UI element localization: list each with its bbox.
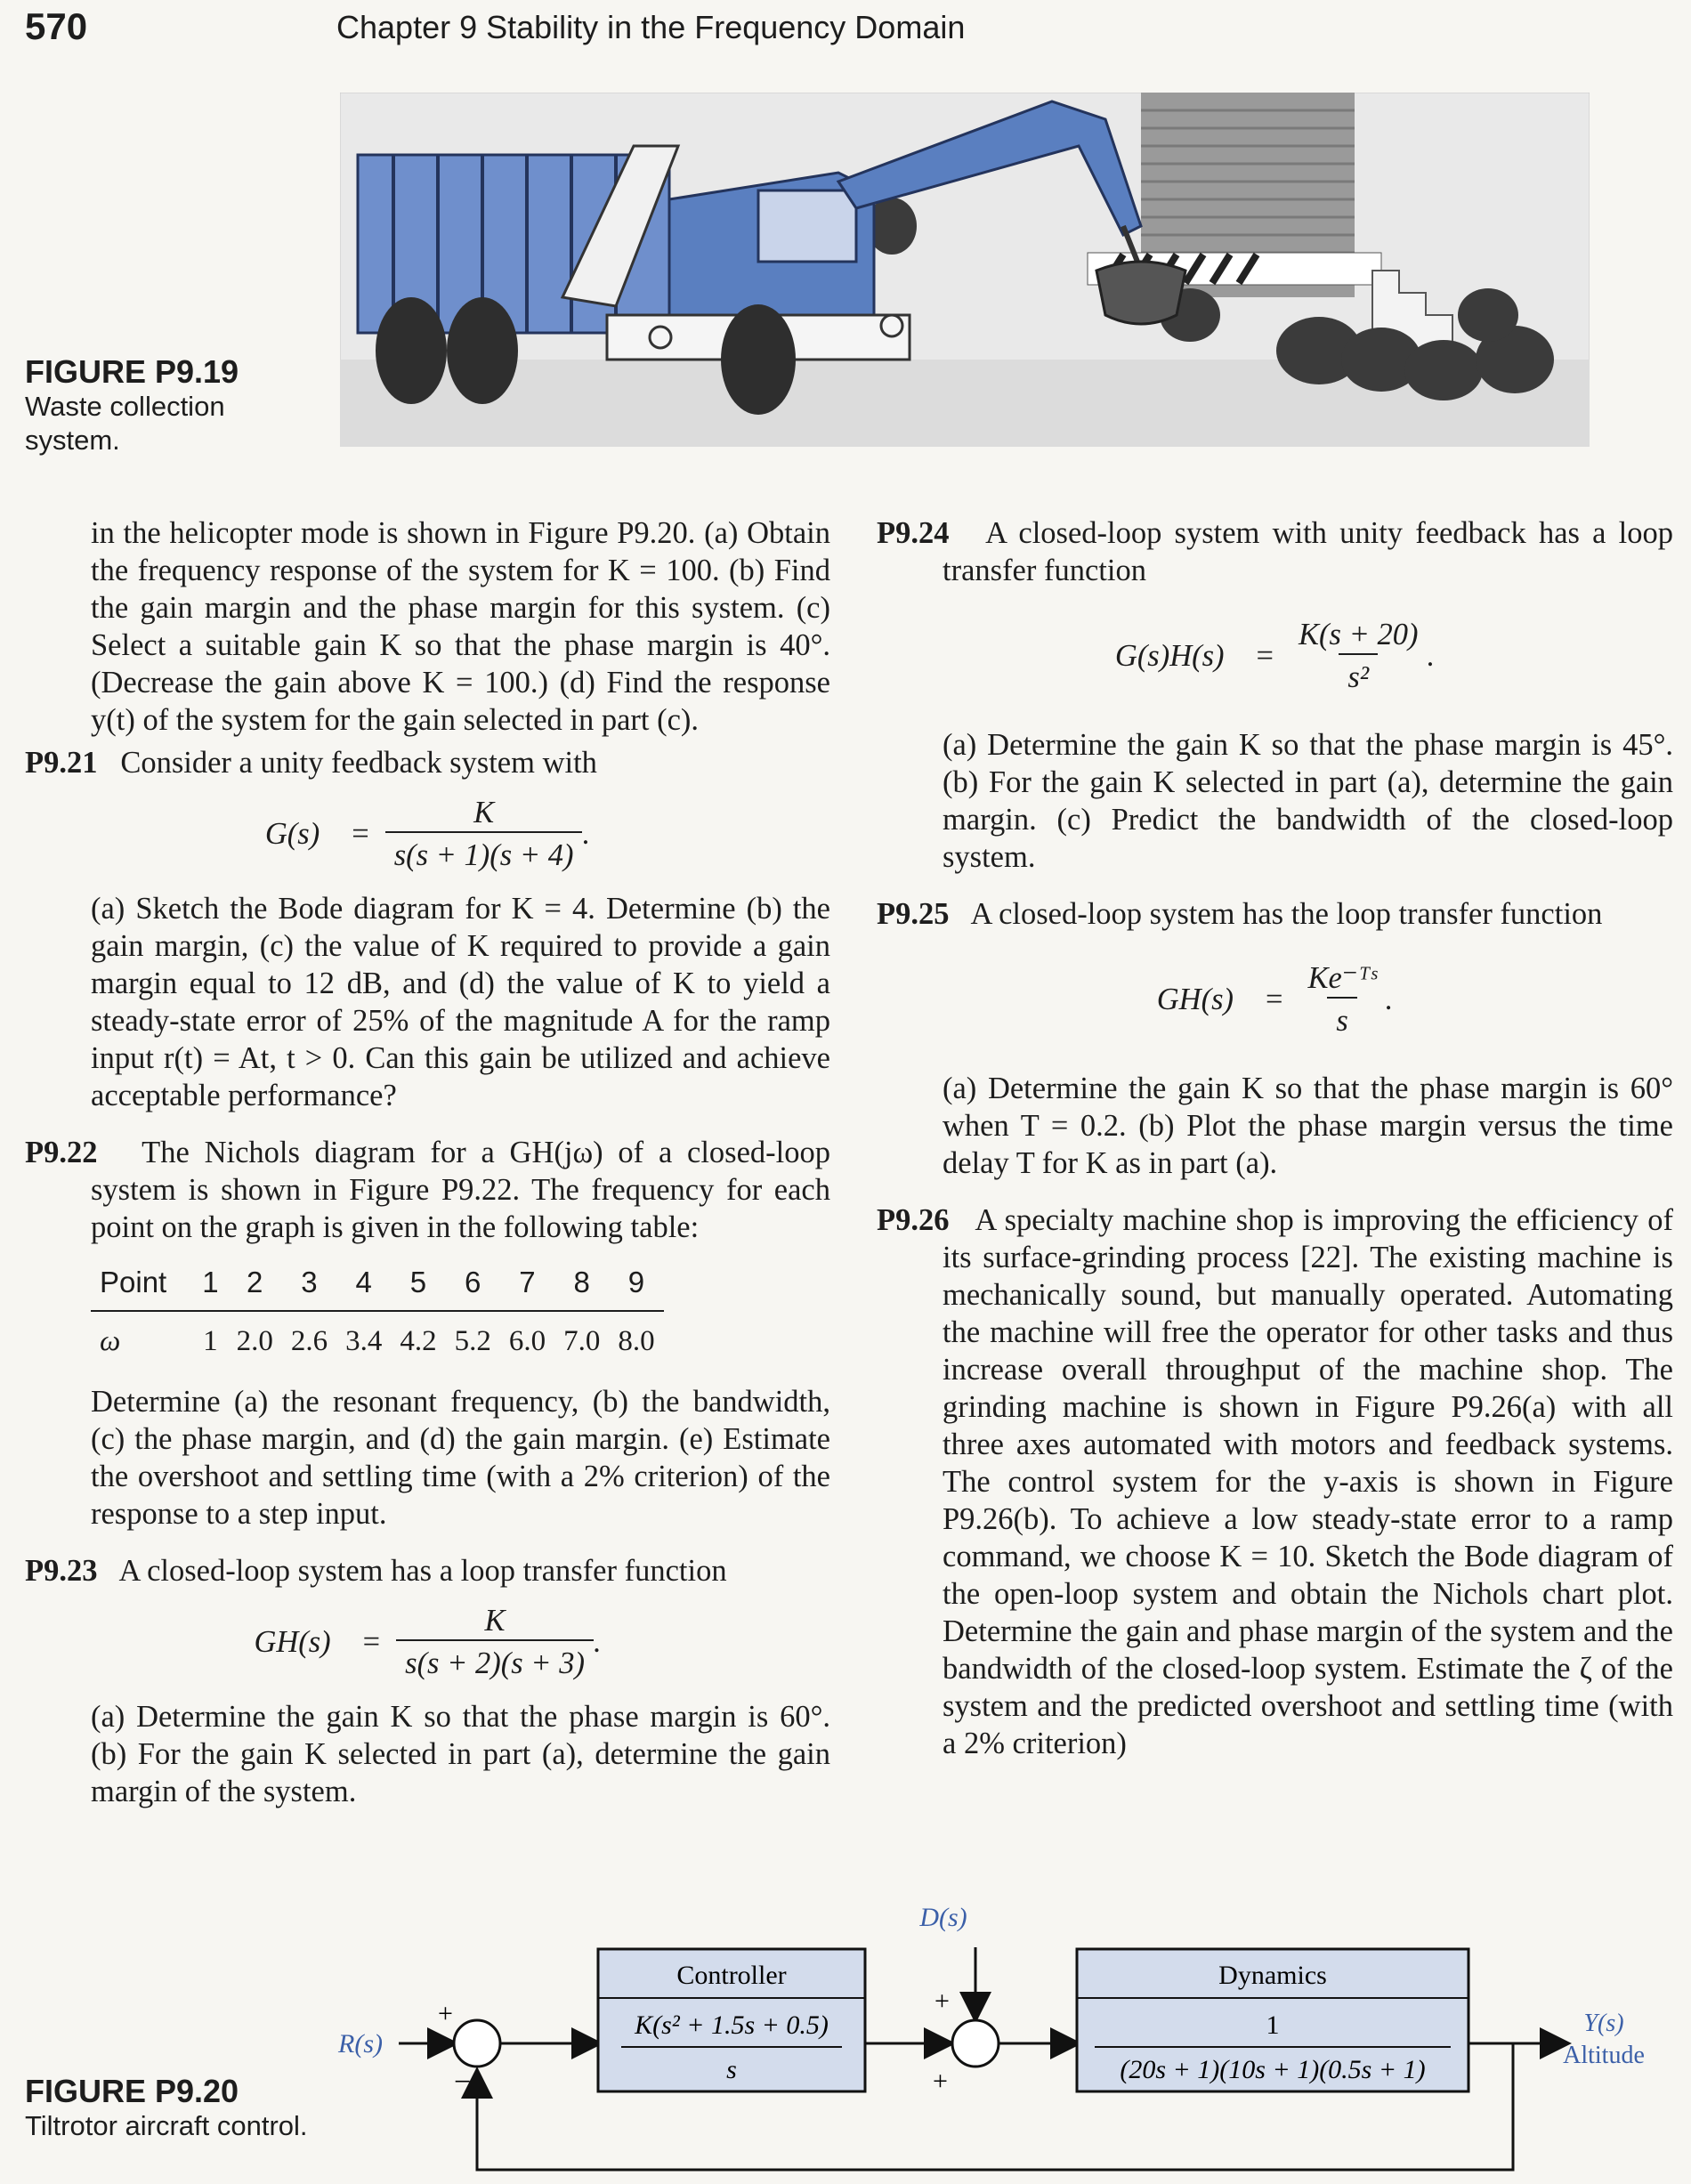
p9-20-continuation: in the helicopter mode is shown in Figure P9.20. (a) Obtain the frequency response of the system for K = 100. (b) Find the gain margin and the phase margin for this system. (c) Select a suitable gain K so that the phase margin is 40°. (Decrease the gain above K = 100.) (d) Find the response y(t) of the system for the gain selected in part (c). bbox=[91, 516, 830, 737]
problem-text: A specialty machine shop is improving the efficiency of its surface-grinding process [22]. The existing machine is mechanically sound, but manually operated. Automating the machine will free the operator for other tasks and thus increase overall throughput of the machine shop. The grinding machine is shown in Figure P9.26(a) with all three axes automated with motors and feedback systems. The control system for the y-axis is shown in Figure P9.26(b). To achieve a low steady-state error to a ramp command, we choose K = 10. Sketch the Bode diagram of the open-loop system and obtain the Nichols chart plot. Determine the gain and phase margin of the system and the bandwidth of the closed-loop system. Estimate the ζ of the system and the predicted overshoot and settling time (with a 2% criterion) bbox=[943, 1203, 1673, 1760]
problem-p9-22-body: Determine (a) the resonant frequency, (b) the bandwidth, (c) the phase margin, and (d) the gain margin. (e) Estimate the overshoot and settling time (with a 2% criterion) of the response to a step input. bbox=[91, 1385, 830, 1531]
problem-number: P9.25 bbox=[877, 897, 950, 931]
problem-p9-21-body: (a) Sketch the Bode diagram for K = 4. Determine (b) the gain margin, (c) the value of K required to provide a gain margin equal to 12 dB, and (d) the value of K to yield a steady-state error of 25% of the magnitude A for the ramp input r(t) = At, t > 0. Can this gain be utilized and achieve acceptable performance? bbox=[91, 892, 830, 1112]
equation-p9-25: GH(s) = $\frac{\text{Ke⁻ᵀˢ}}{s}$ . bbox=[1156, 961, 1394, 1038]
dynamics-title: Dynamics bbox=[1218, 1961, 1327, 1990]
equation-denominator: s(s + 2)(s + 3) bbox=[396, 1639, 594, 1682]
problem-text: Consider a unity feedback system with bbox=[120, 746, 597, 780]
table-cell: 2.6 bbox=[290, 1325, 328, 1357]
table-cell: 2 bbox=[228, 1260, 282, 1311]
figure-p9-20-caption bbox=[25, 2074, 319, 2143]
equation-lhs: G(s) bbox=[264, 817, 320, 851]
equation-numerator: K(s + 20) bbox=[1299, 618, 1419, 651]
figure-label: FIGURE P9.20 bbox=[25, 2073, 239, 2109]
equation-denominator: s(s + 1)(s + 4) bbox=[385, 831, 583, 874]
controller-numerator: K(s² + 1.5s + 0.5) bbox=[635, 2010, 829, 2040]
chapter-title: Chapter 9 Stability in the Frequency Domain bbox=[336, 9, 966, 45]
problem-p9-23-body: (a) Determine the gain K so that the phase margin is 60°. (b) For the gain K selected in part (a), determine the gain margin of the system. bbox=[91, 1700, 830, 1808]
problem-p9-25-body: (a) Determine the gain K so that the phase margin is 60° when T = 0.2. (b) Plot the phase margin versus the time delay T for K as in part (a). bbox=[943, 1072, 1673, 1180]
equation-denominator: s² bbox=[1339, 653, 1378, 696]
table-cell: ω bbox=[100, 1325, 121, 1357]
left-column bbox=[25, 514, 830, 1810]
frequency-table bbox=[91, 1260, 664, 1363]
figure-label: FIGURE P9.19 bbox=[25, 353, 239, 390]
plus-sign: + bbox=[933, 2067, 948, 2096]
problem-number: P9.23 bbox=[25, 1554, 98, 1588]
summing-junction-1 bbox=[454, 2020, 500, 2067]
equation-numerator: K bbox=[484, 1604, 506, 1638]
output-label: Y(s) bbox=[1583, 2010, 1624, 2037]
problem-number: P9.21 bbox=[25, 746, 98, 780]
controller-title: Controller bbox=[676, 1961, 787, 1990]
dynamics-numerator: 1 bbox=[1266, 2010, 1280, 2040]
disturbance-label: D(s) bbox=[919, 1903, 967, 1932]
page-number: 570 bbox=[25, 5, 88, 47]
table-cell: Point bbox=[91, 1260, 193, 1311]
table-row bbox=[91, 1260, 664, 1311]
plus-sign: + bbox=[934, 1986, 950, 2016]
problem-text: A closed-loop system with unity feedback has a loop transfer function bbox=[943, 516, 1673, 587]
problem-p9-24-intro bbox=[877, 514, 1673, 589]
table-cell: 9 bbox=[609, 1260, 663, 1311]
problem-p9-26 bbox=[877, 1201, 1673, 1762]
equation-lhs: GH(s) bbox=[254, 1625, 331, 1659]
problem-text: A closed-loop system has the loop transfer function bbox=[970, 897, 1603, 931]
equation-numerator: K bbox=[473, 796, 495, 829]
table-row bbox=[91, 1311, 664, 1363]
figure-p9-19-caption bbox=[25, 354, 319, 457]
controller-denominator: s bbox=[726, 2055, 737, 2084]
problem-text: The Nichols diagram for a GH(jω) of a closed-loop system is shown in Figure P9.22. The frequency for each point on the graph is given in the following table: bbox=[91, 1136, 830, 1244]
equation-p9-23: GH(s) = $\frac{K}{s(s + 2)(s + 3)}$ . bbox=[254, 1604, 602, 1680]
tiltrotor-block-diagram bbox=[320, 1896, 1691, 2184]
equation-lhs: GH(s) bbox=[1156, 983, 1234, 1016]
table-cell: 4 bbox=[336, 1260, 391, 1311]
equation-p9-21: G(s) = $\frac{K}{s(s + 1)(s + 4)}$ . bbox=[264, 796, 591, 872]
right-column bbox=[877, 514, 1673, 1762]
table-cell: 6 bbox=[446, 1260, 500, 1311]
equation-denominator: s bbox=[1327, 997, 1356, 1039]
table-cell: 4.2 bbox=[400, 1325, 437, 1357]
table-cell: 1 bbox=[193, 1260, 227, 1311]
table-cell: 7.0 bbox=[563, 1325, 601, 1357]
problem-p9-24-body: (a) Determine the gain K so that the phase margin is 45°. (b) For the gain K selected in part (a), determine the gain margin. (c) Predict the bandwidth of the closed-loop system. bbox=[943, 728, 1673, 874]
plus-sign: + bbox=[438, 1999, 453, 2028]
table-cell: 1 bbox=[203, 1325, 218, 1357]
problem-p9-25-intro bbox=[877, 895, 1673, 933]
problem-text: A closed-loop system has a loop transfer function bbox=[118, 1554, 727, 1588]
table-cell: 5 bbox=[391, 1260, 445, 1311]
table-cell: 3.4 bbox=[345, 1325, 383, 1357]
minus-sign: − bbox=[454, 2066, 472, 2099]
table-cell: 8 bbox=[554, 1260, 609, 1311]
table-cell: 5.2 bbox=[454, 1325, 491, 1357]
figure-caption-text: Waste collection system. bbox=[25, 391, 225, 456]
table-cell: 8.0 bbox=[618, 1325, 655, 1357]
problem-p9-22-intro bbox=[25, 1134, 830, 1246]
dynamics-denominator: (20s + 1)(10s + 1)(0.5s + 1) bbox=[1120, 2055, 1426, 2084]
waste-collection-illustration bbox=[340, 93, 1590, 447]
table-cell: 7 bbox=[500, 1260, 554, 1311]
problem-number: P9.26 bbox=[877, 1203, 950, 1237]
table-cell: 6.0 bbox=[508, 1325, 546, 1357]
problem-number: P9.22 bbox=[25, 1136, 98, 1169]
equation-numerator: Ke⁻ᵀˢ bbox=[1307, 961, 1377, 995]
output-name: Altitude bbox=[1563, 2042, 1645, 2069]
equation-p9-24: G(s)H(s) = $\frac{K(s + 20)}{\text{s²}}$ . bbox=[1114, 618, 1436, 694]
problem-p9-23-intro bbox=[25, 1552, 830, 1589]
input-label: R(s) bbox=[338, 2029, 383, 2059]
table-cell: 3 bbox=[282, 1260, 336, 1311]
problem-p9-21-intro bbox=[25, 744, 830, 781]
summing-junction-2 bbox=[952, 2020, 999, 2067]
problem-number: P9.24 bbox=[877, 516, 950, 550]
table-cell: 2.0 bbox=[236, 1325, 273, 1357]
equation-lhs: G(s)H(s) bbox=[1114, 639, 1225, 673]
figure-caption-text: Tiltrotor aircraft control. bbox=[25, 2110, 308, 2141]
